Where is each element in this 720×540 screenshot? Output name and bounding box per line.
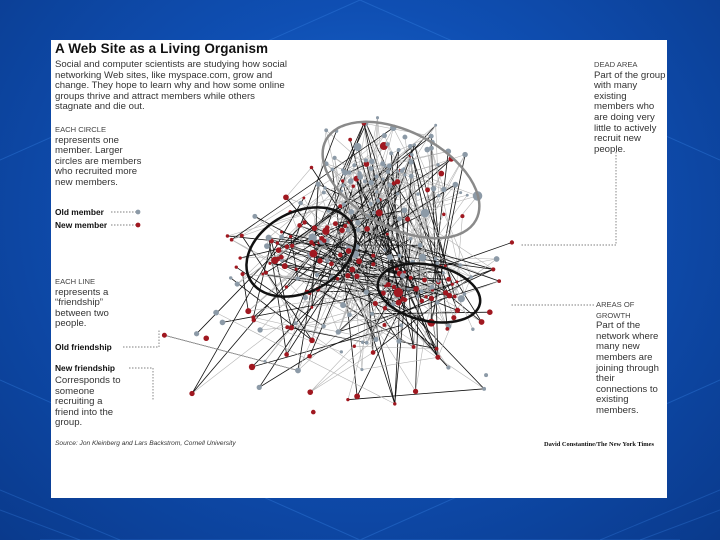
new-member-node — [395, 179, 400, 184]
new-member-node — [249, 364, 255, 370]
new-member-node — [245, 308, 251, 314]
new-member-node — [497, 279, 501, 283]
new-member-node — [264, 271, 268, 275]
new-member-node — [446, 277, 451, 282]
old-member-node — [375, 190, 378, 193]
dead-area-note — [594, 60, 666, 155]
old-member-node — [331, 167, 335, 171]
old-member-node — [342, 170, 348, 176]
new-member-node — [338, 253, 343, 258]
old-member-node — [257, 385, 262, 390]
old-member-node — [442, 271, 445, 274]
old-member-node — [376, 116, 379, 119]
old-member-node — [323, 186, 326, 189]
new-member-node — [251, 315, 255, 319]
old-member-node — [437, 280, 440, 283]
legend-old-member-dot — [136, 210, 141, 215]
new-member-node — [309, 250, 317, 258]
new-member-node — [295, 268, 298, 271]
old-member-node — [469, 275, 473, 279]
new-member-node — [297, 223, 302, 228]
new-member-node — [425, 187, 430, 192]
new-member-node — [510, 240, 514, 244]
old-member-node — [387, 254, 393, 260]
old-member-node — [340, 302, 346, 308]
old-member-node — [409, 237, 412, 240]
new-member-node — [290, 244, 294, 248]
old-member-node — [213, 310, 219, 316]
photo-credit: David Constantine/The New York Times — [544, 441, 654, 448]
old-member-node — [401, 207, 407, 213]
new-friendship-line — [231, 278, 312, 340]
old-member-node — [376, 198, 380, 202]
old-member-node — [434, 124, 437, 127]
old-member-node — [324, 128, 328, 132]
old-member-node — [369, 166, 374, 171]
old-member-node — [446, 365, 450, 369]
old-member-node — [336, 329, 341, 334]
old-member-node — [355, 220, 360, 225]
new-member-node — [322, 228, 329, 235]
old-member-node — [369, 180, 374, 185]
old-member-node — [341, 184, 345, 188]
new-member-node — [307, 354, 312, 359]
old-member-node — [263, 360, 266, 363]
old-member-node — [435, 300, 439, 304]
new-member-node — [339, 228, 345, 234]
new-member-node — [487, 309, 493, 315]
new-member-node — [356, 258, 362, 264]
new-member-node — [353, 345, 356, 348]
new-member-node — [435, 355, 440, 360]
new-member-node — [279, 255, 284, 260]
old-friendship-line — [364, 123, 431, 136]
new-member-node — [322, 238, 326, 242]
new-member-node — [240, 234, 244, 238]
new-member-node — [285, 325, 289, 329]
old-member-node — [235, 281, 240, 286]
new-member-node — [240, 272, 244, 276]
circle-note — [55, 125, 147, 189]
new-member-node — [268, 262, 271, 265]
old-member-node — [409, 174, 414, 179]
old-member-node — [369, 202, 373, 206]
old-friendship-line — [348, 314, 372, 400]
new-member-node — [235, 266, 238, 269]
new-member-node — [276, 241, 279, 244]
old-member-node — [364, 158, 368, 162]
new-member-node — [285, 244, 290, 249]
old-member-node — [484, 373, 488, 377]
new-member-node — [376, 209, 383, 216]
old-member-node — [363, 179, 367, 183]
old-member-node — [342, 203, 346, 207]
new-member-node — [343, 224, 347, 228]
old-member-node — [316, 182, 321, 187]
new-friendship-line — [252, 325, 401, 367]
dead-area-caption: DEAD AREA — [594, 60, 638, 69]
old-member-node — [397, 216, 402, 221]
old-member-node — [194, 331, 199, 336]
new-member-node — [409, 276, 413, 280]
intro-text: Social and computer scientists are studying how social networking Web sites, like myspace.com, grow and change. They hope to learn why and how some online groups thrive and attract members while others stagnate and die out. — [55, 59, 287, 113]
old-member-node — [266, 235, 272, 241]
old-member-node — [397, 170, 400, 173]
growth-area-text: Part of the network where many new members are joining through their connections to existing members. — [596, 320, 659, 416]
old-member-node — [434, 257, 438, 261]
new-member-node — [479, 319, 485, 325]
old-member-node — [252, 214, 257, 219]
old-member-node — [482, 387, 486, 391]
new-member-node — [453, 295, 457, 299]
old-member-node — [279, 235, 284, 240]
circle-note-text: represents one member. Larger circles are members who recruited more new members. — [55, 134, 142, 188]
new-member-node — [435, 347, 439, 351]
old-member-node — [386, 169, 390, 173]
old-member-node — [332, 156, 336, 160]
old-member-node — [400, 169, 404, 173]
old-member-node — [396, 192, 399, 195]
new-member-node — [405, 217, 410, 222]
old-member-node — [383, 165, 386, 168]
new-member-node — [364, 226, 370, 232]
old-member-node — [357, 171, 361, 175]
growth-area-caption: AREAS OF GROWTH — [596, 300, 635, 320]
old-member-node — [421, 209, 430, 218]
line-note-text: represents a “friendship” between two people. — [55, 286, 109, 330]
new-member-node — [371, 350, 376, 355]
old-member-node — [441, 187, 446, 192]
old-member-node — [471, 328, 474, 331]
new-member-node — [302, 196, 305, 199]
old-member-node — [437, 194, 440, 197]
new-member-node — [289, 235, 292, 238]
old-member-node — [385, 142, 389, 146]
new-member-node — [282, 263, 288, 269]
new-member-node — [394, 288, 403, 297]
new-member-node — [383, 323, 387, 327]
new-member-node — [393, 402, 396, 405]
new-member-node — [383, 306, 387, 310]
old-member-node — [356, 227, 361, 232]
new-member-node — [413, 389, 418, 394]
old-member-node — [463, 292, 467, 296]
line-note-caption: EACH LINE — [55, 277, 96, 286]
old-member-node — [436, 163, 439, 166]
old-friendship-line — [192, 270, 352, 394]
new-member-node — [261, 273, 264, 276]
old-member-node — [416, 295, 419, 298]
new-member-node — [346, 248, 352, 254]
new-member-node — [333, 221, 338, 226]
old-member-node — [340, 350, 343, 353]
old-member-node — [347, 312, 352, 317]
old-member-node — [315, 273, 319, 277]
new-member-node — [438, 171, 444, 177]
old-member-node — [494, 256, 500, 262]
old-member-node — [295, 368, 301, 374]
new-member-node — [317, 258, 322, 263]
old-member-node — [364, 290, 369, 295]
new-friendship-line — [192, 241, 322, 393]
legend-old-member: Old member — [55, 207, 104, 217]
old-member-node — [372, 211, 375, 214]
old-member-node — [399, 323, 403, 327]
old-member-node — [459, 191, 462, 194]
old-member-node — [382, 178, 385, 181]
old-member-node — [387, 164, 392, 169]
old-member-node — [424, 147, 430, 153]
new-member-node — [460, 214, 464, 218]
friendship-lines — [164, 118, 512, 404]
old-member-node — [419, 254, 426, 261]
growth-area-note — [596, 300, 666, 417]
line-note — [55, 277, 125, 330]
old-member-node — [321, 324, 325, 328]
new-member-node — [284, 352, 289, 357]
new-member-node — [413, 286, 419, 292]
old-member-node — [264, 243, 270, 249]
circle-note-caption: EACH CIRCLE — [55, 125, 107, 134]
infographic-card — [51, 40, 667, 498]
new-member-node — [371, 262, 375, 266]
old-member-node — [420, 289, 424, 293]
old-member-node — [389, 151, 393, 155]
source-credit: Source: Jon Kleinberg and Lars Backstrom, Cornell University — [55, 440, 236, 447]
old-member-node — [406, 288, 409, 291]
old-member-node — [346, 228, 350, 232]
old-member-node — [409, 159, 414, 164]
old-member-node — [220, 320, 226, 326]
new-member-node — [289, 325, 294, 330]
old-member-node — [413, 143, 416, 146]
old-member-node — [402, 135, 407, 140]
old-member-node — [369, 159, 374, 164]
new-member-node — [346, 398, 349, 401]
new-member-node — [422, 278, 427, 283]
old-member-node — [458, 263, 462, 267]
legend-new-friendship: New friendship — [55, 363, 116, 373]
new-member-node — [226, 234, 229, 237]
old-member-node — [348, 209, 354, 215]
old-member-node — [416, 192, 420, 196]
new-member-node — [309, 338, 315, 344]
new-member-node — [285, 285, 288, 288]
legend-new-member: New member — [55, 220, 108, 230]
new-member-node — [429, 296, 434, 301]
old-member-node — [294, 321, 298, 325]
old-member-node — [257, 327, 262, 332]
new-member-node — [203, 335, 209, 341]
new-member-node — [384, 284, 387, 287]
legend-new-member-dot — [136, 223, 141, 228]
new-member-node — [354, 274, 359, 279]
old-member-node — [453, 182, 459, 188]
new-member-node — [491, 267, 495, 271]
new-member-node — [238, 256, 241, 259]
new-member-node — [400, 299, 403, 302]
old-member-node — [431, 186, 436, 191]
new-member-node — [341, 179, 344, 182]
new-member-node — [280, 230, 283, 233]
old-member-node — [466, 194, 469, 197]
legend-old-friendship: Old friendship — [55, 342, 112, 352]
new-member-node — [162, 333, 167, 338]
new-member-node — [354, 393, 360, 399]
new-member-node — [310, 166, 314, 170]
new-member-node — [442, 213, 445, 216]
new-member-node — [311, 410, 316, 415]
new-member-node — [455, 308, 460, 313]
old-member-node — [418, 243, 423, 248]
old-member-node — [298, 201, 303, 206]
new-member-node — [445, 327, 449, 331]
old-member-node — [348, 178, 354, 184]
new-member-node — [352, 184, 355, 187]
old-member-node — [383, 248, 386, 251]
new-member-node — [451, 315, 456, 320]
old-member-node — [410, 153, 414, 157]
new-member-node — [338, 204, 342, 208]
infographic-title: A Web Site as a Living Organism — [55, 41, 269, 56]
new-member-node — [189, 391, 194, 396]
old-member-node — [408, 144, 413, 149]
new-member-node — [349, 267, 355, 273]
old-member-node — [374, 174, 378, 178]
old-member-node — [396, 339, 401, 344]
old-member-node — [382, 133, 387, 138]
old-member-node — [303, 295, 308, 300]
old-member-node — [296, 276, 300, 280]
new-member-node — [420, 299, 424, 303]
old-member-node — [429, 134, 434, 139]
new-member-node — [424, 295, 427, 298]
old-member-node — [360, 368, 363, 371]
new-member-node — [373, 301, 378, 306]
new-member-node — [329, 261, 334, 266]
new-member-node — [307, 389, 313, 395]
old-member-node — [352, 163, 356, 167]
new-member-node — [386, 233, 389, 236]
new-member-node — [403, 271, 406, 274]
old-member-node — [398, 254, 402, 258]
new-member-node — [392, 285, 396, 289]
old-member-node — [322, 191, 326, 195]
new-member-node — [302, 220, 306, 224]
old-member-node — [361, 341, 364, 344]
new-member-node — [312, 225, 317, 230]
new-member-node — [371, 254, 375, 258]
new-friendship-note: Corresponds to someone recruiting a friend into the group. — [55, 375, 121, 429]
new-member-node — [283, 194, 289, 200]
old-member-node — [370, 312, 374, 316]
new-member-node — [412, 345, 416, 349]
old-member-node — [462, 152, 468, 158]
new-member-node — [451, 283, 454, 286]
new-member-node — [310, 306, 313, 309]
new-member-node — [447, 293, 452, 298]
new-member-node — [309, 240, 313, 244]
old-member-node — [458, 295, 465, 302]
new-member-node — [276, 247, 282, 253]
old-member-node — [365, 341, 369, 345]
old-member-node — [430, 285, 435, 290]
new-member-node — [230, 238, 234, 242]
old-member-node — [397, 148, 401, 152]
old-member-node — [400, 273, 405, 278]
old-member-node — [373, 337, 378, 342]
old-member-node — [403, 173, 406, 176]
new-member-node — [455, 280, 458, 283]
old-member-node — [354, 143, 362, 151]
old-member-node — [325, 258, 329, 262]
dead-area-text: Part of the group with many existing members who are doing very little to actively recruit new people. — [594, 69, 666, 155]
old-member-node — [229, 276, 232, 279]
new-member-node — [348, 138, 352, 142]
new-member-node — [345, 273, 350, 278]
